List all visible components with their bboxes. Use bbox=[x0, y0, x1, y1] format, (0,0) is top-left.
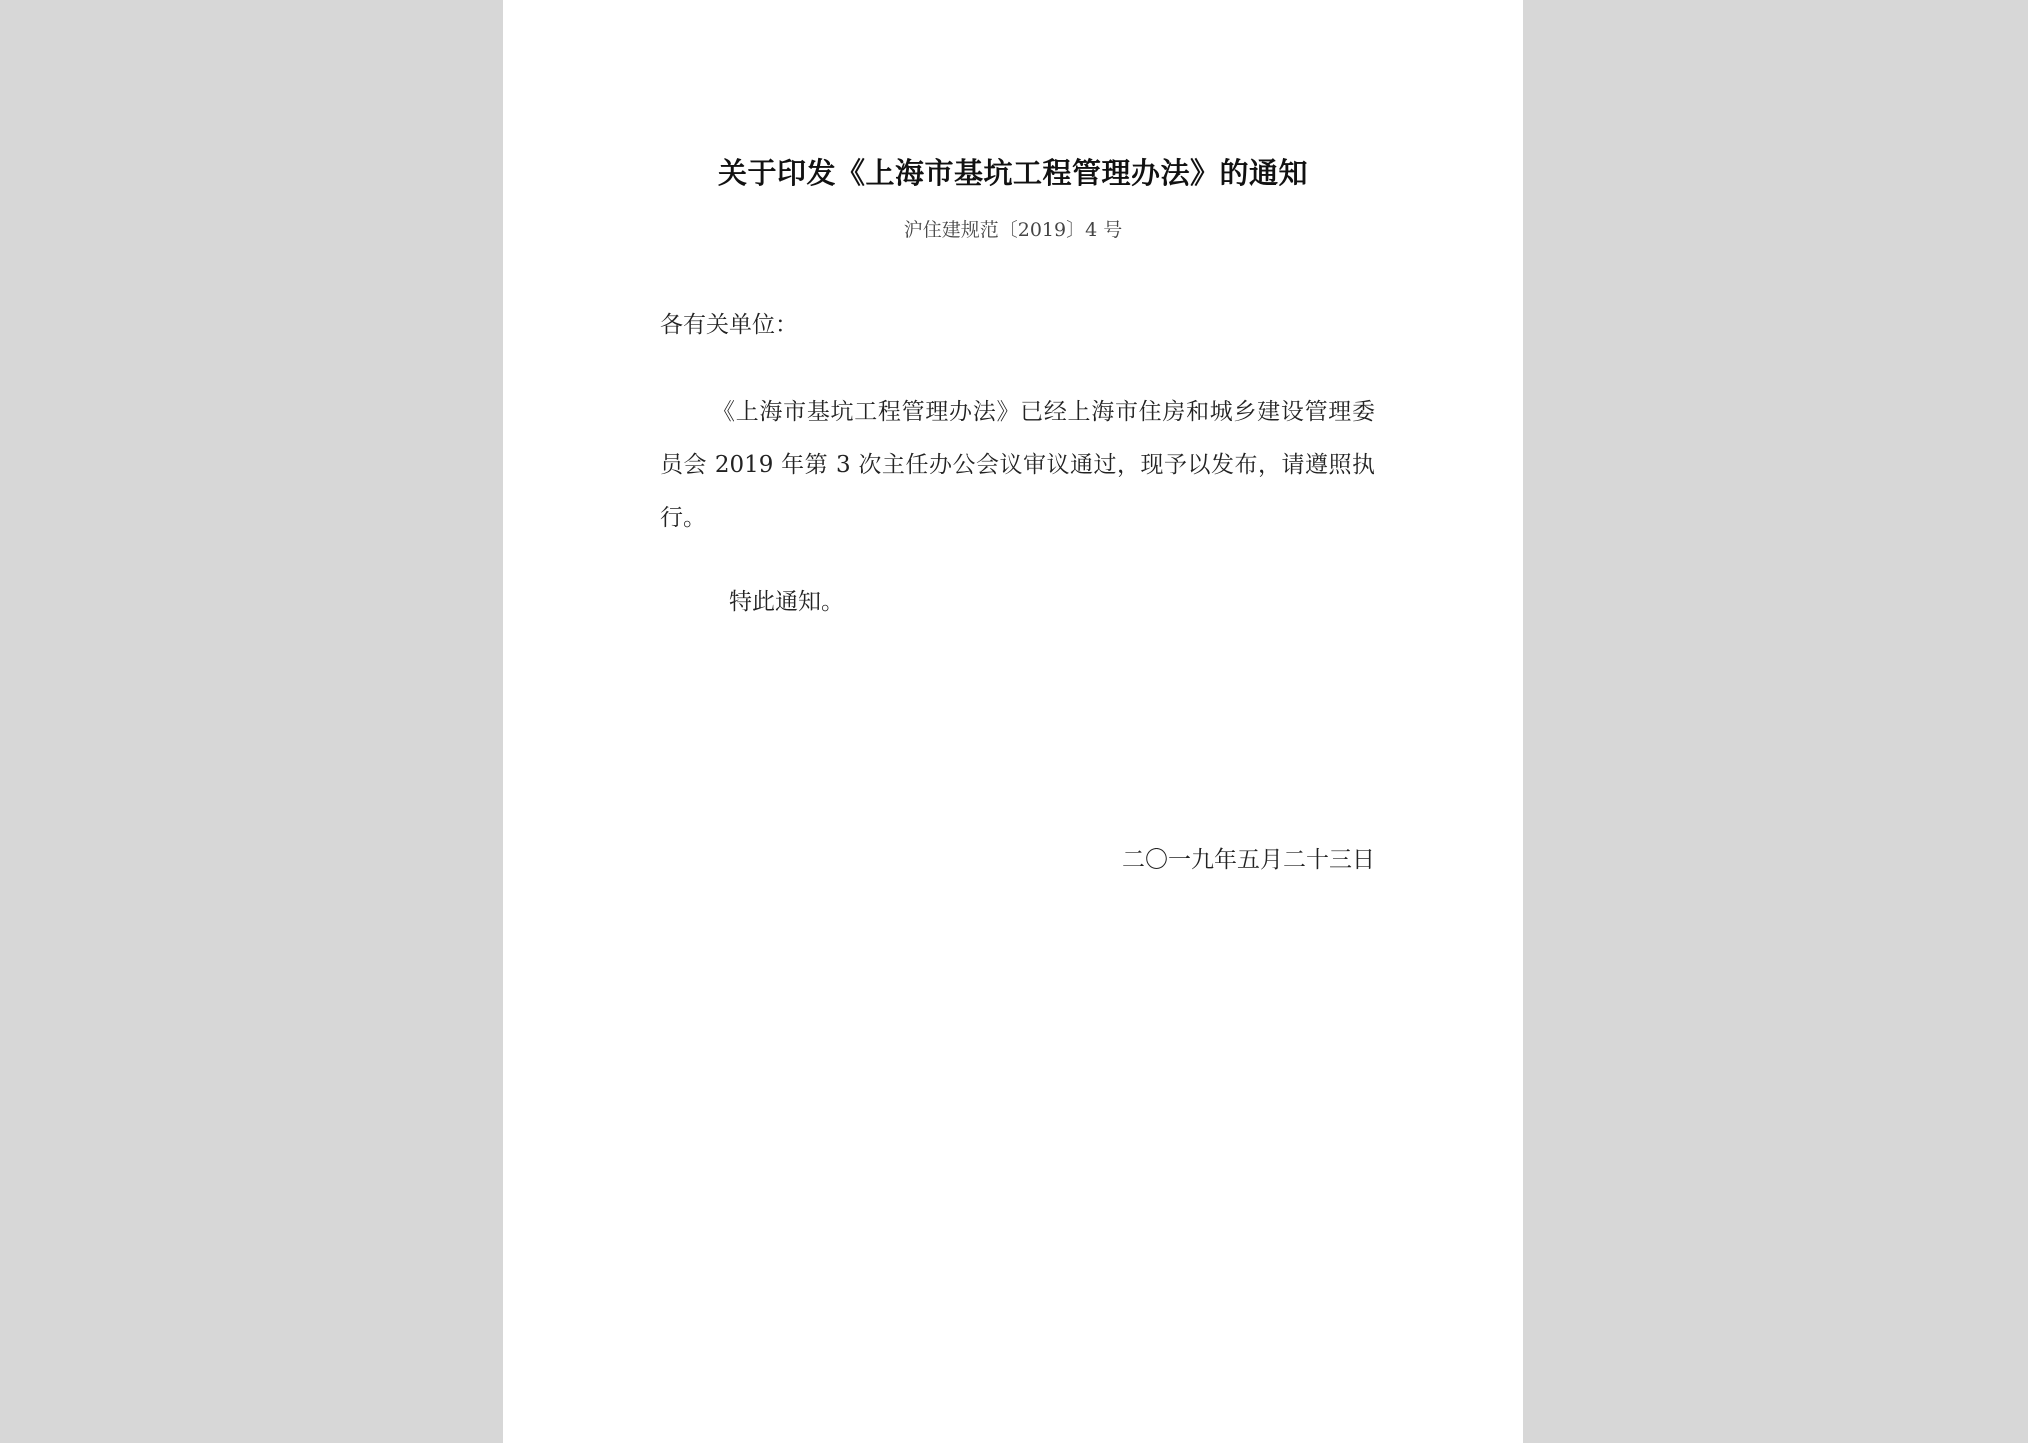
document-page bbox=[503, 0, 1523, 1443]
body-paragraph: 《上海市基坑工程管理办法》已经上海市住房和城乡建设管理委员会 2019 年第 3 次主任办公会议审议通过，现予以发布，请遵照执行。 bbox=[660, 399, 1375, 531]
document-date: 二〇一九年五月二十三日 bbox=[1122, 847, 1375, 873]
salutation: 各有关单位： bbox=[660, 312, 798, 338]
document-number: 沪住建规范〔2019〕4 号 bbox=[903, 219, 1123, 241]
closing-text: 特此通知。 bbox=[729, 589, 844, 615]
document-title: 关于印发《上海市基坑工程管理办法》的通知 bbox=[717, 156, 1308, 190]
